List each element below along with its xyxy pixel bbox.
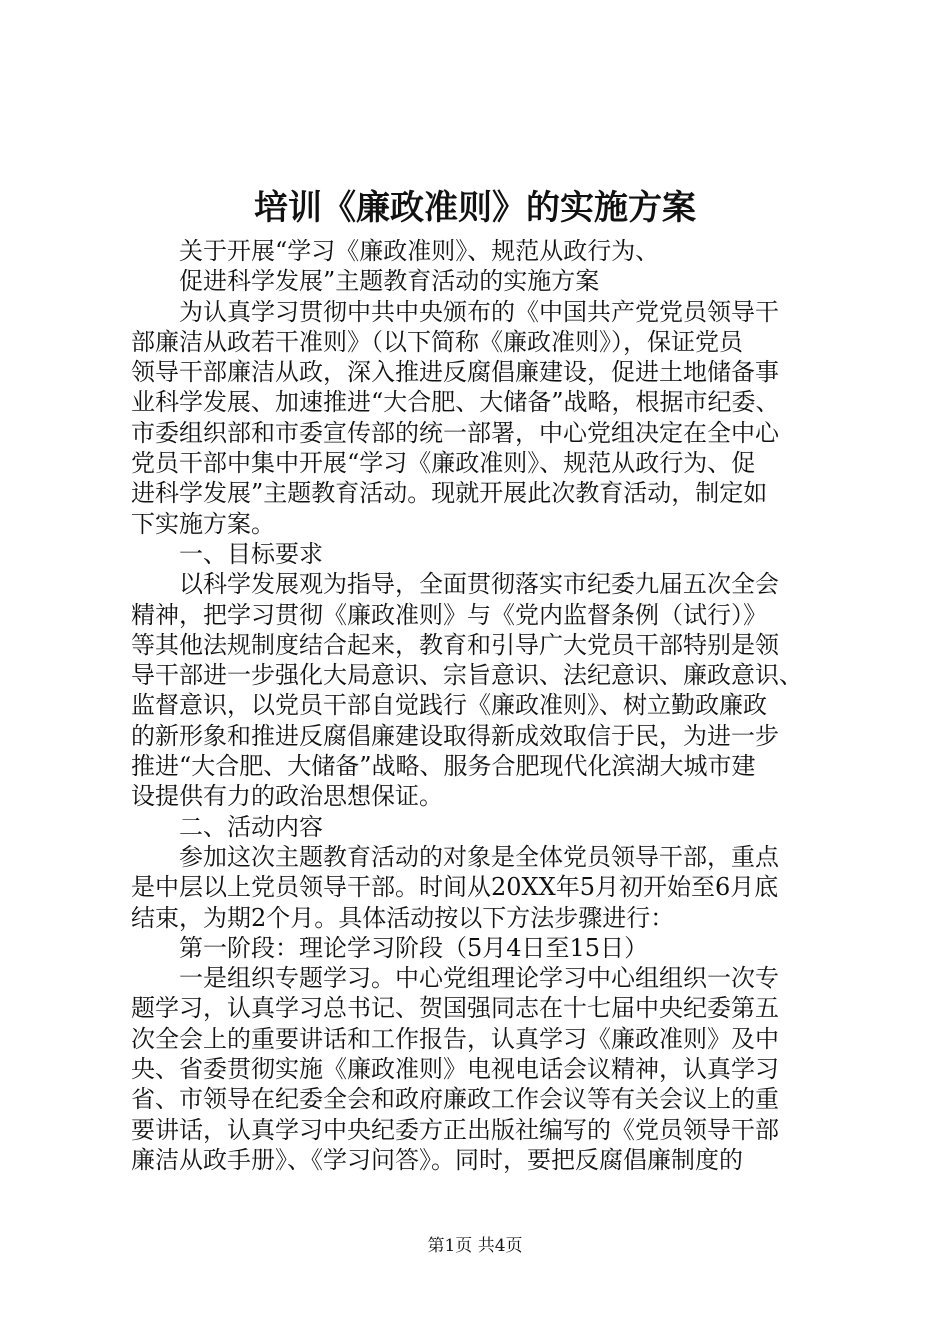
body-line: 廉洁从政手册》、《学习问答》。同时，要把反腐倡廉制度的 <box>131 1145 743 1174</box>
body-line: 监督意识，以党员干部自觉践行《廉政准则》、树立勤政廉政 <box>131 691 767 720</box>
body-line: 次全会上的重要讲话和工作报告，认真学习《廉政准则》及中 <box>131 1024 779 1053</box>
body-line: 促进科学发展”主题教育活动的实施方案 <box>131 267 600 296</box>
body-line: 以科学发展观为指导，全面贯彻落实市纪委九届五次全会 <box>131 570 779 599</box>
section-heading: 一、目标要求 <box>131 539 323 568</box>
document-title: 培训《廉政准则》的实施方案 <box>254 188 696 228</box>
body-line: 下实施方案。 <box>131 509 275 538</box>
body-line: 的新形象和推进反腐倡廉建设取得新成效取信于民，为进一步 <box>131 721 779 750</box>
stage-heading: 第一阶段：理论学习阶段（5月4日至15日） <box>131 933 649 962</box>
body-line: 为认真学习贯彻中共中央颁布的《中国共产党党员领导干 <box>131 297 779 326</box>
body-line: 央、省委贯彻实施《廉政准则》电视电话会议精神，认真学习 <box>131 1055 779 1084</box>
body-line: 推进“大合肥、大储备”战略、服务合肥现代化滨湖大城市建 <box>131 752 756 781</box>
body-line: 要讲话，认真学习中央纪委方正出版社编写的《党员领导干部 <box>131 1115 779 1144</box>
body-line: 题学习，认真学习总书记、贺国强同志在十七届中央纪委第五 <box>131 994 779 1023</box>
body-line: 是中层以上党员领导干部。时间从20XX年5月初开始至6月底 <box>131 873 779 902</box>
page-number-footer: 第1页 共4页 <box>427 1236 523 1256</box>
body-line: 市委组织部和市委宣传部的统一部署，中心党组决定在全中心 <box>131 418 779 447</box>
body-line: 参加这次主题教育活动的对象是全体党员领导干部，重点 <box>131 842 779 871</box>
body-line: 等其他法规制度结合起来，教育和引导广大党员干部特别是领 <box>131 630 779 659</box>
body-line: 党员干部中集中开展“学习《廉政准则》、规范从政行为、促 <box>131 449 756 478</box>
body-line: 结束，为期2个月。具体活动按以下方法步骤进行： <box>131 903 675 932</box>
body-line: 精神，把学习贯彻《廉政准则》与《党内监督条例（试行）》 <box>131 600 767 629</box>
body-line: 部廉洁从政若干准则》（以下简称《廉政准则》），保证党员 <box>131 327 743 356</box>
body-line: 一是组织专题学习。中心党组理论学习中心组组织一次专 <box>131 964 779 993</box>
document-body <box>131 236 831 1175</box>
body-line: 导干部进一步强化大局意识、宗旨意识、法纪意识、廉政意识、 <box>131 661 803 690</box>
body-line: 进科学发展”主题教育活动。现就开展此次教育活动，制定如 <box>131 479 768 508</box>
section-heading: 二、活动内容 <box>131 812 323 841</box>
body-line: 省、市领导在纪委全会和政府廉政工作会议等有关会议上的重 <box>131 1085 779 1114</box>
body-line: 设提供有力的政治思想保证。 <box>131 782 443 811</box>
body-line: 领导干部廉洁从政，深入推进反腐倡廉建设，促进土地储备事 <box>131 358 779 387</box>
body-line: 业科学发展、加速推进“大合肥、大储备”战略，根据市纪委、 <box>131 388 780 417</box>
body-line: 关于开展“学习《廉政准则》、规范从政行为、 <box>131 237 660 265</box>
